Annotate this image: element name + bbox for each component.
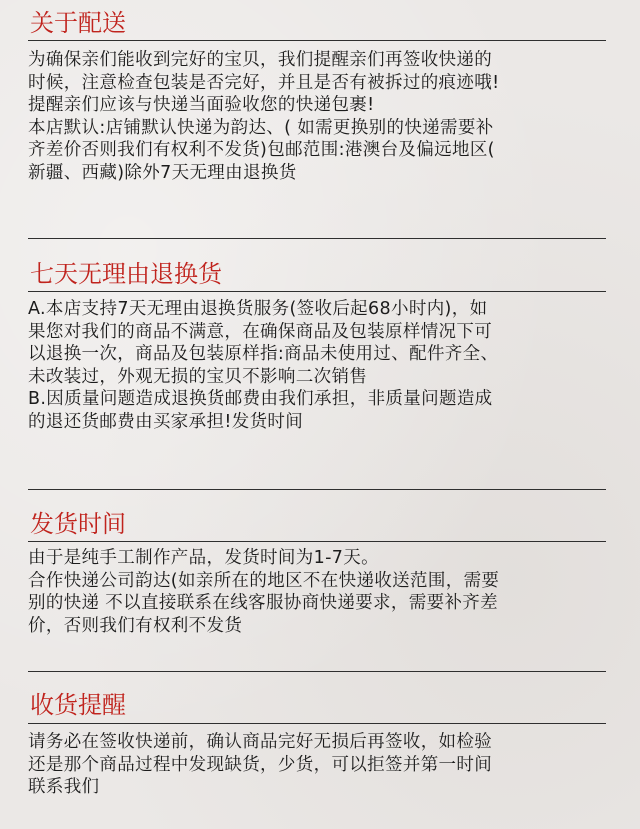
text-line: 果您对我们的商品不满意，在确保商品及包装原样情况下可 (28, 321, 493, 342)
divider (28, 291, 606, 292)
text-line: 的退还货邮费由买家承担!发货时间 (28, 411, 304, 432)
text-line: 还是那个商品过程中发现缺货，少货，可以拒签并第一时间 (28, 754, 493, 775)
text-line: 未改装过，外观无损的宝贝不影响二次销售 (28, 366, 368, 387)
section-body-shipping-time (28, 547, 628, 637)
text-line: 提醒亲们应该与快递当面验收您的快递包裹! (28, 95, 375, 115)
text-line: A.本店支持7天无理由退换货服务(签收后起68小时内)，如 (28, 299, 488, 319)
text-line: 由于是纯手工制作产品，发货时间为1-7天。 (28, 548, 379, 568)
text-line: 合作快递公司韵达(如亲所在的地区不在快递收送范围，需要 (28, 570, 500, 591)
section-title-returns: 七天无理由退换货 (30, 260, 222, 288)
section-title-receipt-reminder: 收货提醒 (30, 691, 126, 719)
divider (28, 671, 606, 672)
text-line: 新疆、西藏)除外7天无理由退换货 (28, 162, 297, 183)
text-line: 别的快递 不以直接联系在线客服协商快递要求，需要补齐差 (28, 593, 499, 613)
text-line: 请务必在签收快递前，确认商品完好无损后再签收，如检验 (28, 732, 493, 752)
text-line: 时候，注意检查包装是否完好，并且是否有被拆过的痕迹哦! (28, 72, 500, 93)
divider (28, 541, 606, 542)
text-line: 联系我们 (28, 777, 100, 797)
section-body-delivery (28, 49, 628, 184)
divider (28, 40, 606, 41)
section-body-returns (28, 298, 628, 433)
section-title-delivery: 关于配送 (30, 9, 126, 37)
divider (28, 238, 606, 239)
text-line: 价，否则我们有权利不发货 (28, 615, 243, 636)
text-line: 为确保亲们能收到完好的宝贝，我们提醒亲们再签收快递的 (28, 50, 493, 70)
text-line: 齐差价否则我们有权利不发货)包邮范围:港澳台及偏远地区( (28, 140, 495, 160)
text-line: 本店默认:店铺默认快递为韵达、( 如需更换别的快递需要补 (28, 117, 494, 138)
divider (28, 723, 606, 724)
text-line: B.因质量问题造成退换货邮费由我们承担，非质量问题造成 (28, 389, 493, 409)
section-body-receipt-reminder (28, 731, 628, 799)
section-title-shipping-time: 发货时间 (30, 510, 126, 538)
divider (28, 489, 606, 490)
text-line: 以退换一次，商品及包装原样指:商品未使用过、配件齐全、 (28, 344, 499, 364)
